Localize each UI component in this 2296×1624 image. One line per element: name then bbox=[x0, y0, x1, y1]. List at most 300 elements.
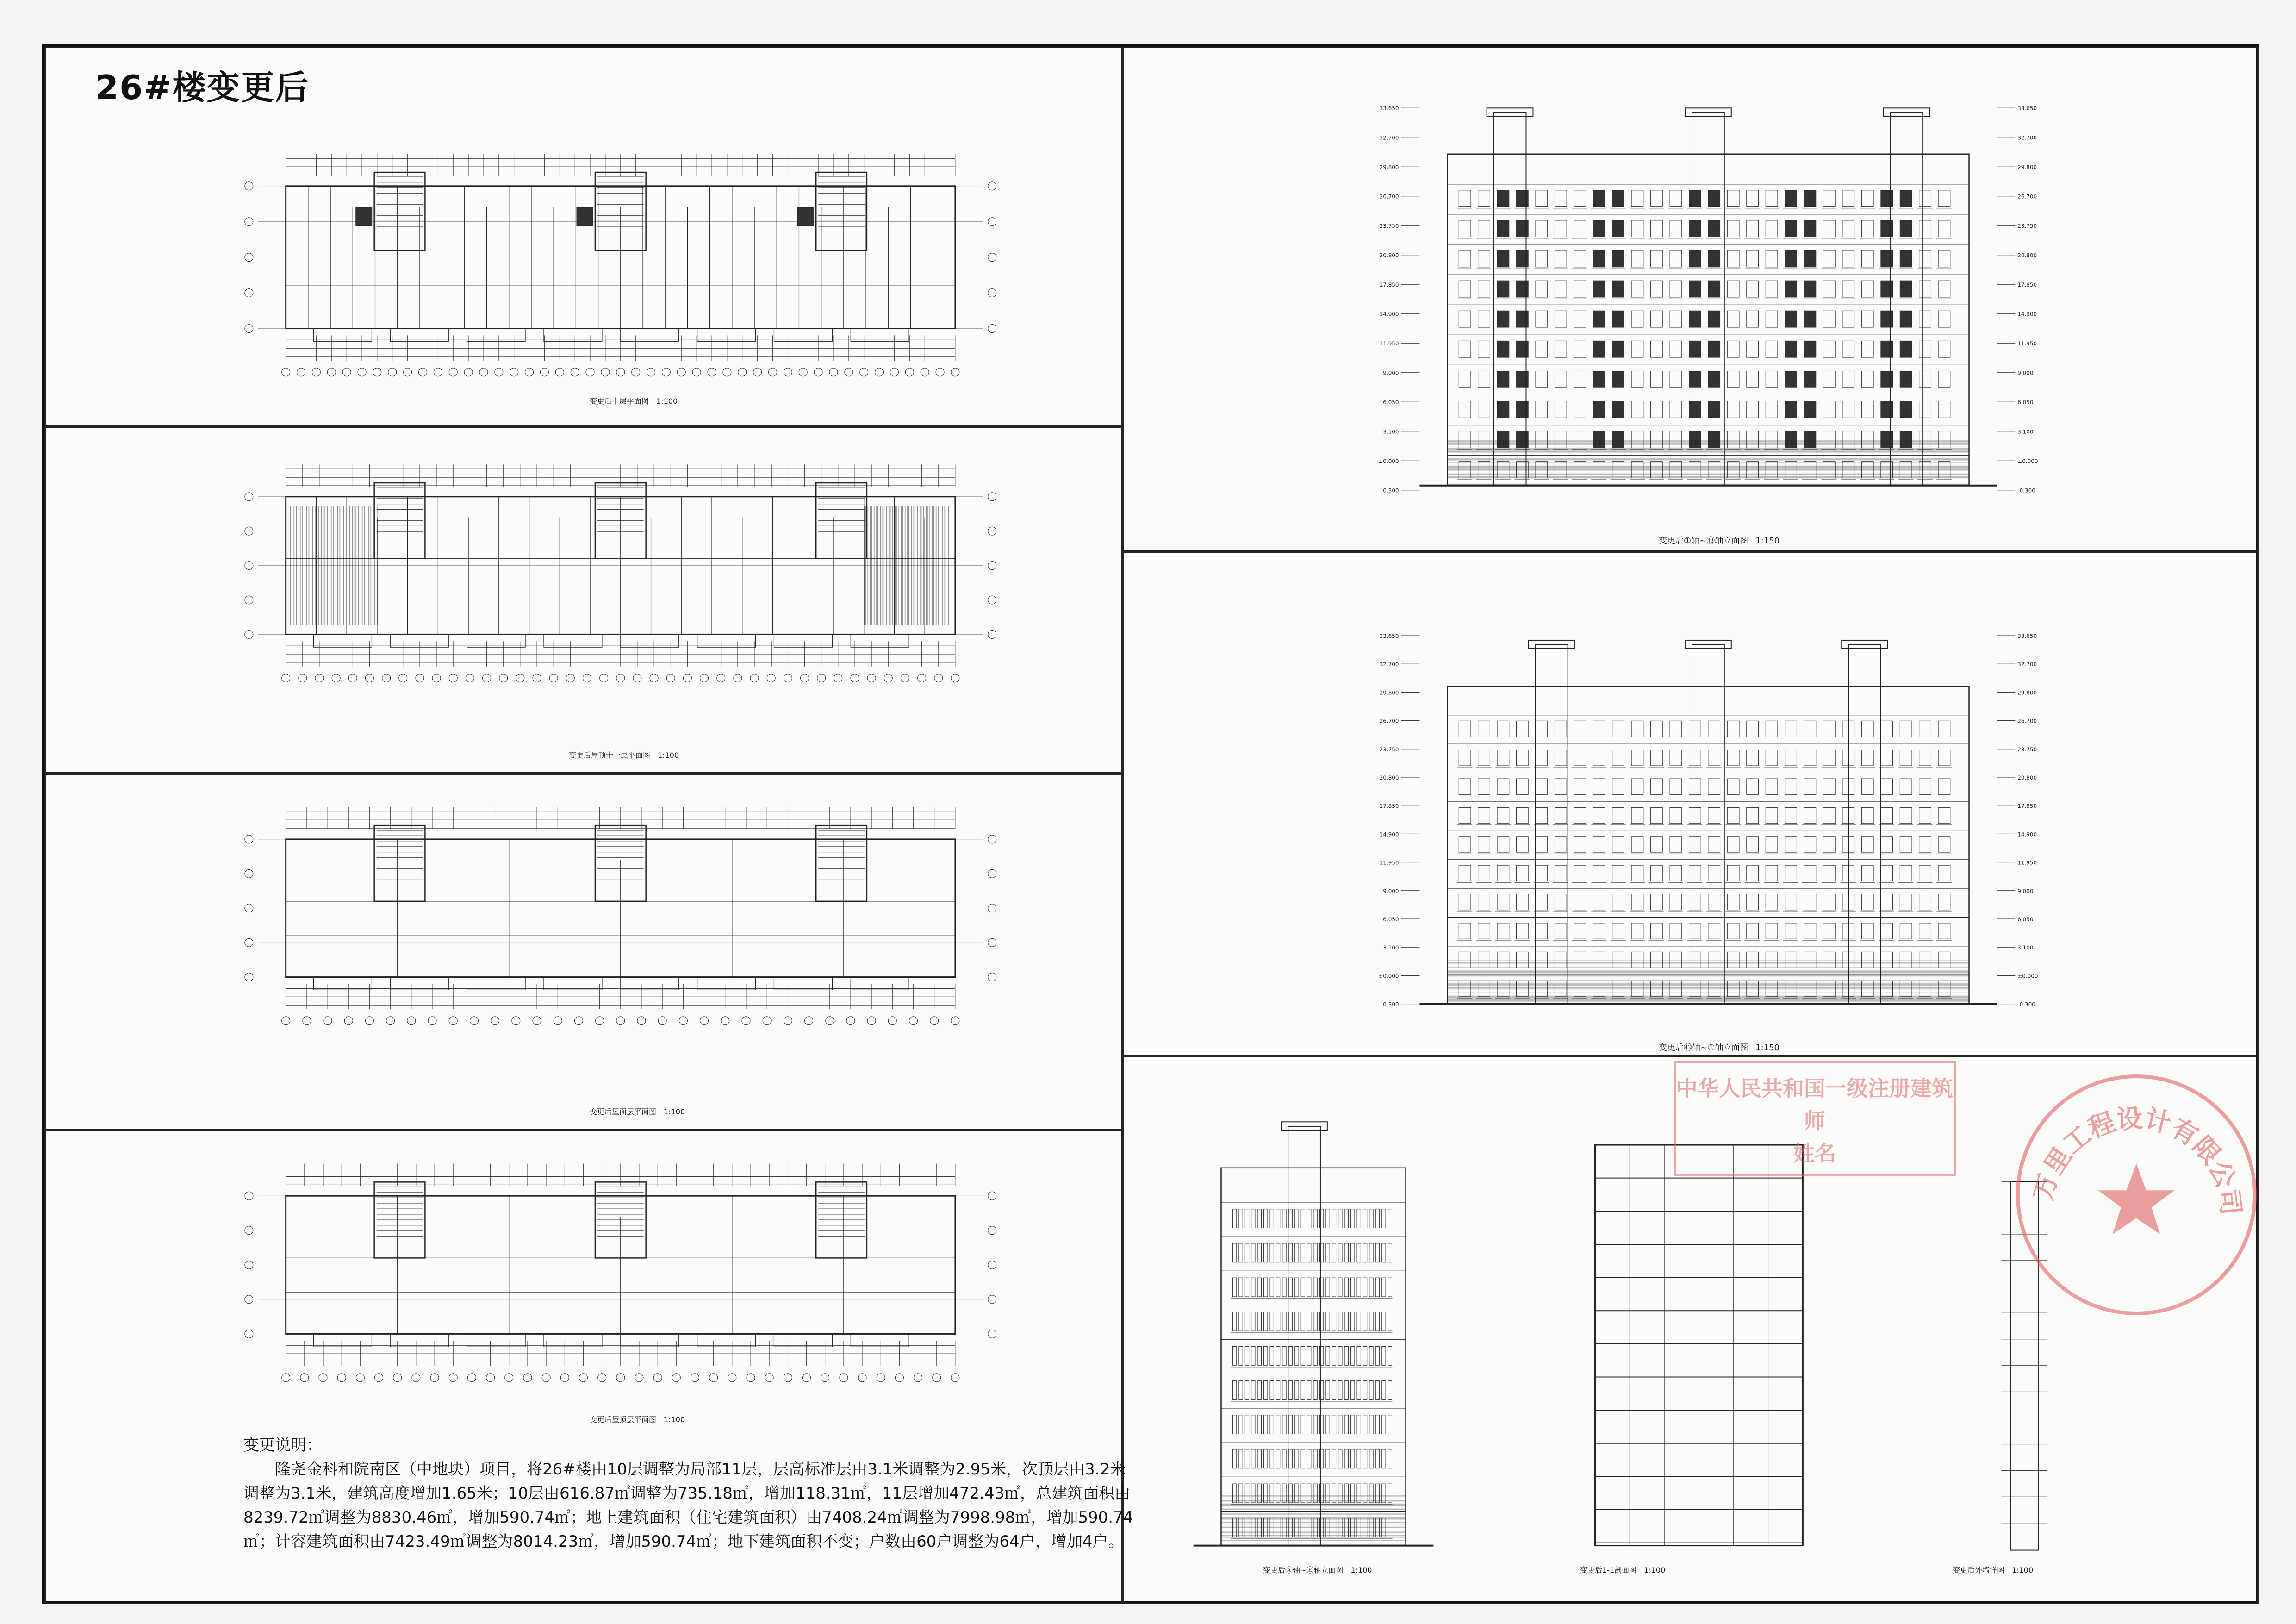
level-label: 23.750 bbox=[2017, 746, 2037, 753]
line-work bbox=[1823, 281, 1836, 297]
line-work bbox=[1823, 371, 1836, 387]
line-work bbox=[1593, 250, 1605, 267]
line-work bbox=[1881, 281, 1893, 297]
line-work bbox=[1497, 341, 1509, 357]
caption-scale: 1:100 bbox=[2012, 1566, 2034, 1574]
line-work bbox=[1264, 1209, 1268, 1228]
sheet-title: 26#楼变更后 bbox=[95, 68, 310, 107]
line-work bbox=[1727, 807, 1739, 823]
level-label: 29.800 bbox=[1379, 164, 1399, 171]
elevation-front-drawing bbox=[1124, 48, 2257, 550]
line-work bbox=[1919, 750, 1931, 766]
line-work bbox=[1245, 1415, 1249, 1434]
line-work bbox=[1270, 1278, 1274, 1297]
line-work bbox=[1276, 1312, 1280, 1331]
line-work bbox=[1307, 1278, 1311, 1297]
line-work bbox=[1245, 1243, 1249, 1262]
line-work bbox=[1747, 837, 1759, 852]
line-work bbox=[1459, 894, 1471, 910]
line-work bbox=[1938, 779, 1950, 794]
line-work bbox=[1251, 1381, 1255, 1400]
line-work bbox=[697, 1334, 756, 1347]
line-work bbox=[1307, 1346, 1311, 1365]
line-work bbox=[1369, 1449, 1373, 1468]
line-work bbox=[1326, 1278, 1330, 1297]
line-work bbox=[1900, 220, 1912, 237]
line-work bbox=[1631, 837, 1643, 852]
line-work bbox=[1938, 401, 1950, 418]
line-work bbox=[1332, 1484, 1336, 1503]
line-work bbox=[1517, 837, 1529, 852]
axis-bubble bbox=[616, 1017, 625, 1025]
section-caption bbox=[1580, 1564, 1665, 1575]
line-work bbox=[1727, 837, 1739, 852]
line-work bbox=[1670, 923, 1682, 939]
line-work bbox=[851, 977, 909, 990]
line-work bbox=[1382, 1209, 1386, 1228]
line-work bbox=[1295, 1484, 1299, 1503]
axis-bubble bbox=[312, 368, 320, 376]
architect-seal-line1: 中华人民共和国一级注册建筑师 bbox=[1676, 1076, 1953, 1133]
line-work bbox=[1938, 865, 1950, 881]
line-work bbox=[1593, 341, 1605, 357]
line-work bbox=[1938, 807, 1950, 823]
line-work bbox=[1670, 431, 1682, 448]
line-work bbox=[1727, 750, 1739, 766]
axis-bubble bbox=[767, 674, 775, 682]
line-work bbox=[1919, 341, 1931, 357]
line-work bbox=[1536, 750, 1548, 766]
line-work bbox=[1842, 190, 1854, 207]
line-work bbox=[1766, 721, 1778, 737]
line-work bbox=[1804, 721, 1816, 737]
line-work bbox=[1388, 1209, 1392, 1228]
axis-bubble bbox=[533, 1017, 541, 1025]
floor-plan-standard-drawing bbox=[46, 48, 1121, 425]
axis-bubble bbox=[988, 1192, 996, 1200]
line-work bbox=[1842, 371, 1854, 387]
line-work bbox=[1388, 1312, 1392, 1331]
line-work bbox=[1363, 1278, 1367, 1297]
line-work bbox=[1593, 220, 1605, 237]
line-work bbox=[544, 634, 602, 647]
axis-bubble bbox=[499, 674, 508, 682]
line-work bbox=[1257, 1381, 1261, 1400]
line-work bbox=[1332, 1381, 1336, 1400]
line-work bbox=[1357, 1209, 1361, 1228]
line-work bbox=[1517, 750, 1529, 766]
line-work bbox=[1478, 721, 1490, 737]
line-work bbox=[1288, 1126, 1320, 1545]
line-work bbox=[1785, 952, 1797, 968]
line-work bbox=[1631, 865, 1643, 881]
line-work bbox=[1785, 431, 1797, 448]
line-work bbox=[1536, 311, 1548, 327]
axis-bubble bbox=[388, 368, 397, 376]
level-label: 9.000 bbox=[2017, 887, 2034, 894]
line-work bbox=[1536, 190, 1548, 207]
line-work bbox=[1785, 371, 1797, 387]
axis-bubble bbox=[784, 1017, 792, 1025]
line-work bbox=[1251, 1278, 1255, 1297]
axis-bubble bbox=[486, 1374, 495, 1382]
axis-bubble bbox=[516, 674, 524, 682]
axis-bubble bbox=[300, 1374, 309, 1382]
line-work bbox=[1497, 190, 1509, 207]
company-seal bbox=[2016, 1074, 2257, 1315]
line-work bbox=[1766, 952, 1778, 968]
line-work bbox=[1344, 1449, 1348, 1468]
line-work bbox=[1785, 807, 1797, 823]
axis-bubble bbox=[747, 1374, 755, 1382]
line-work bbox=[1861, 220, 1873, 237]
line-work bbox=[1288, 1209, 1292, 1228]
axis-bubble bbox=[282, 1017, 290, 1025]
line-work bbox=[1612, 894, 1624, 910]
axis-bubble bbox=[245, 182, 253, 190]
axis-bubble bbox=[662, 368, 670, 376]
line-work bbox=[1747, 779, 1759, 794]
line-work bbox=[1900, 431, 1912, 448]
axis-bubble bbox=[324, 1017, 332, 1025]
axis-bubble bbox=[245, 1330, 253, 1338]
line-work bbox=[621, 634, 679, 647]
line-work bbox=[1766, 865, 1778, 881]
line-work bbox=[1670, 250, 1682, 267]
axis-bubble bbox=[540, 368, 548, 376]
line-work bbox=[1301, 1312, 1305, 1331]
line-work bbox=[621, 977, 679, 990]
level-label: 20.800 bbox=[2017, 774, 2037, 781]
line-work bbox=[1631, 250, 1643, 267]
line-work bbox=[1651, 837, 1663, 852]
line-work bbox=[1497, 431, 1509, 448]
line-work bbox=[1670, 750, 1682, 766]
line-work bbox=[1612, 190, 1624, 207]
line-work bbox=[1574, 281, 1586, 297]
line-work bbox=[314, 1334, 372, 1347]
line-work bbox=[1631, 190, 1643, 207]
line-work bbox=[1747, 807, 1759, 823]
line-work bbox=[1536, 341, 1548, 357]
line-work bbox=[1313, 1312, 1317, 1331]
axis-bubble bbox=[358, 368, 366, 376]
line-work bbox=[1270, 1415, 1274, 1434]
line-work bbox=[1382, 1346, 1386, 1365]
level-label: -0.300 bbox=[1381, 1001, 1399, 1008]
axis-bubble bbox=[303, 1017, 311, 1025]
line-work bbox=[1861, 721, 1873, 737]
line-work bbox=[1555, 281, 1567, 297]
axis-bubble bbox=[738, 368, 747, 376]
line-work bbox=[1459, 837, 1471, 852]
line-work bbox=[1232, 1484, 1236, 1503]
line-work bbox=[1363, 1346, 1367, 1365]
line-work bbox=[1919, 779, 1931, 794]
line-work bbox=[1804, 894, 1816, 910]
line-work bbox=[1332, 1243, 1336, 1262]
line-work bbox=[1708, 952, 1720, 968]
line-work bbox=[1919, 431, 1931, 448]
line-work bbox=[1282, 1449, 1286, 1468]
line-work bbox=[1861, 865, 1873, 881]
axis-bubble bbox=[512, 1017, 520, 1025]
line-work bbox=[1651, 807, 1663, 823]
line-work bbox=[1338, 1209, 1342, 1228]
line-work bbox=[1295, 1449, 1299, 1468]
line-work bbox=[1708, 281, 1720, 297]
axis-bubble bbox=[826, 1017, 834, 1025]
axis-bubble bbox=[495, 368, 503, 376]
line-work bbox=[1375, 1346, 1379, 1365]
line-work bbox=[1651, 220, 1663, 237]
line-work bbox=[1351, 1381, 1355, 1400]
line-work bbox=[1574, 779, 1586, 794]
line-work bbox=[1270, 1381, 1274, 1400]
line-work bbox=[1823, 431, 1836, 448]
axis-bubble bbox=[245, 869, 253, 878]
level-label: 6.050 bbox=[1383, 399, 1399, 406]
level-label: 23.750 bbox=[2017, 223, 2037, 230]
line-work bbox=[1555, 779, 1567, 794]
line-work bbox=[1631, 750, 1643, 766]
line-work bbox=[1766, 341, 1778, 357]
line-work bbox=[1631, 371, 1643, 387]
line-work bbox=[1766, 431, 1778, 448]
line-work bbox=[1919, 837, 1931, 852]
line-work bbox=[1631, 923, 1643, 939]
level-label: 32.700 bbox=[1379, 661, 1399, 668]
line-work bbox=[1555, 311, 1567, 327]
line-work bbox=[1804, 341, 1816, 357]
line-work bbox=[1938, 371, 1950, 387]
wall-detail-caption bbox=[1953, 1564, 2033, 1575]
line-work bbox=[1276, 1346, 1280, 1365]
line-work bbox=[1861, 401, 1873, 418]
line-work bbox=[1332, 1209, 1336, 1228]
line-work bbox=[1288, 1484, 1292, 1503]
line-work bbox=[1708, 721, 1720, 737]
line-work bbox=[1326, 1449, 1330, 1468]
line-work bbox=[816, 172, 867, 250]
line-work bbox=[1307, 1484, 1311, 1503]
axis-bubble bbox=[666, 674, 675, 682]
line-work bbox=[1555, 750, 1567, 766]
line-work bbox=[1555, 431, 1567, 448]
line-work bbox=[1270, 1484, 1274, 1503]
line-work bbox=[1848, 645, 1881, 1004]
level-label: 17.850 bbox=[2017, 281, 2037, 288]
line-work bbox=[1388, 1484, 1392, 1503]
line-work bbox=[1804, 431, 1816, 448]
line-work bbox=[1497, 837, 1509, 852]
line-work bbox=[1288, 1278, 1292, 1297]
line-work bbox=[1239, 1415, 1243, 1434]
line-work bbox=[1459, 190, 1471, 207]
axis-bubble bbox=[566, 674, 574, 682]
line-work bbox=[1276, 1278, 1280, 1297]
line-work bbox=[1326, 1243, 1330, 1262]
line-work bbox=[1670, 894, 1682, 910]
line-work bbox=[1232, 1243, 1236, 1262]
axis-bubble bbox=[700, 674, 709, 682]
line-work bbox=[1593, 401, 1605, 418]
line-work bbox=[1651, 311, 1663, 327]
axis-bubble bbox=[586, 368, 594, 376]
line-work bbox=[1842, 431, 1854, 448]
line-work bbox=[1938, 341, 1950, 357]
line-work bbox=[1919, 220, 1931, 237]
line-work bbox=[1301, 1278, 1305, 1297]
line-work bbox=[1264, 1381, 1268, 1400]
line-work bbox=[1881, 807, 1893, 823]
line-work bbox=[1517, 721, 1529, 737]
line-work bbox=[1338, 1312, 1342, 1331]
line-work bbox=[1727, 220, 1739, 237]
line-work bbox=[1785, 311, 1797, 327]
line-work bbox=[1747, 220, 1759, 237]
line-work bbox=[1881, 431, 1893, 448]
line-work bbox=[1727, 311, 1739, 327]
line-work bbox=[1670, 341, 1682, 357]
line-work bbox=[1459, 807, 1471, 823]
axis-bubble bbox=[734, 674, 742, 682]
line-work bbox=[1555, 807, 1567, 823]
line-work bbox=[1344, 1415, 1348, 1434]
panel-plan-top bbox=[44, 426, 1123, 774]
line-work bbox=[1574, 894, 1586, 910]
line-work bbox=[1823, 807, 1836, 823]
line-work bbox=[390, 1334, 448, 1347]
line-work bbox=[1938, 952, 1950, 968]
line-work bbox=[1766, 190, 1778, 207]
axis-bubble bbox=[245, 1226, 253, 1235]
line-work bbox=[1766, 807, 1778, 823]
line-work bbox=[1804, 807, 1816, 823]
axis-bubble bbox=[449, 1374, 457, 1382]
axis-bubble bbox=[840, 1374, 848, 1382]
line-work bbox=[1823, 750, 1836, 766]
line-work bbox=[1593, 371, 1605, 387]
axis-bubble bbox=[337, 1374, 346, 1382]
axis-bubble bbox=[799, 368, 807, 376]
line-work bbox=[1842, 250, 1854, 267]
line-work bbox=[1631, 894, 1643, 910]
line-work bbox=[1536, 721, 1548, 737]
axis-bubble bbox=[860, 368, 868, 376]
line-work bbox=[1326, 1484, 1330, 1503]
line-work bbox=[1804, 250, 1816, 267]
line-work bbox=[1251, 1209, 1255, 1228]
line-work bbox=[1593, 779, 1605, 794]
line-work bbox=[1536, 865, 1548, 881]
line-work bbox=[1766, 220, 1778, 237]
line-work bbox=[1804, 220, 1816, 237]
line-work bbox=[1708, 750, 1720, 766]
line-work bbox=[1332, 1415, 1336, 1434]
line-work bbox=[1612, 220, 1624, 237]
axis-bubble bbox=[951, 674, 959, 682]
line-work bbox=[1478, 750, 1490, 766]
line-work bbox=[1747, 721, 1759, 737]
line-work bbox=[1670, 281, 1682, 297]
line-work bbox=[1494, 112, 1526, 486]
line-work bbox=[1804, 837, 1816, 852]
axis-bubble bbox=[717, 674, 725, 682]
axis-bubble bbox=[901, 674, 909, 682]
line-work bbox=[1670, 401, 1682, 418]
axis-bubble bbox=[419, 368, 427, 376]
line-work bbox=[1264, 1346, 1268, 1365]
line-work bbox=[1747, 750, 1759, 766]
line-work bbox=[774, 634, 832, 647]
line-work bbox=[1257, 1346, 1261, 1365]
line-work bbox=[1727, 894, 1739, 910]
line-work bbox=[1382, 1381, 1386, 1400]
line-work bbox=[1357, 1312, 1361, 1331]
line-work bbox=[1727, 952, 1739, 968]
line-work bbox=[1881, 341, 1893, 357]
axis-bubble bbox=[245, 493, 253, 501]
line-work bbox=[816, 483, 867, 559]
line-work bbox=[1375, 1278, 1379, 1297]
line-work bbox=[1264, 1243, 1268, 1262]
line-work bbox=[1727, 721, 1739, 737]
line-work bbox=[1478, 371, 1490, 387]
line-work bbox=[1766, 779, 1778, 794]
axis-bubble bbox=[399, 674, 407, 682]
axis-bubble bbox=[434, 368, 442, 376]
floor-plan-top-drawing bbox=[46, 428, 1121, 772]
line-work bbox=[1363, 1209, 1367, 1228]
line-work bbox=[1497, 952, 1509, 968]
axis-bubble bbox=[650, 674, 658, 682]
line-work bbox=[1747, 923, 1759, 939]
line-work bbox=[1357, 1346, 1361, 1365]
line-work bbox=[1881, 220, 1893, 237]
line-work bbox=[1651, 341, 1663, 357]
line-work bbox=[1881, 952, 1893, 968]
level-label: 14.900 bbox=[1379, 831, 1399, 838]
line-work bbox=[1881, 750, 1893, 766]
line-work bbox=[1651, 865, 1663, 881]
line-work bbox=[1363, 1381, 1367, 1400]
line-work bbox=[1727, 250, 1739, 267]
line-work bbox=[1823, 952, 1836, 968]
level-label: ±0.000 bbox=[1378, 458, 1399, 465]
line-work bbox=[1239, 1209, 1243, 1228]
line-work bbox=[1919, 923, 1931, 939]
line-work bbox=[1612, 837, 1624, 852]
line-work bbox=[1861, 750, 1873, 766]
level-label: 33.650 bbox=[2017, 105, 2037, 112]
line-work bbox=[1593, 721, 1605, 737]
axis-bubble bbox=[416, 674, 424, 682]
axis-bubble bbox=[914, 1374, 922, 1382]
axis-bubble bbox=[728, 1374, 736, 1382]
line-work bbox=[1861, 311, 1873, 327]
line-work bbox=[1708, 807, 1720, 823]
axis-bubble bbox=[647, 368, 655, 376]
line-work bbox=[1861, 952, 1873, 968]
line-work bbox=[1369, 1278, 1373, 1297]
axis-bubble bbox=[936, 368, 944, 376]
line-work bbox=[1651, 923, 1663, 939]
line-work bbox=[774, 1334, 832, 1347]
caption-scale: 1:100 bbox=[1644, 1566, 1666, 1574]
line-work bbox=[1689, 923, 1701, 939]
line-work bbox=[1612, 281, 1624, 297]
